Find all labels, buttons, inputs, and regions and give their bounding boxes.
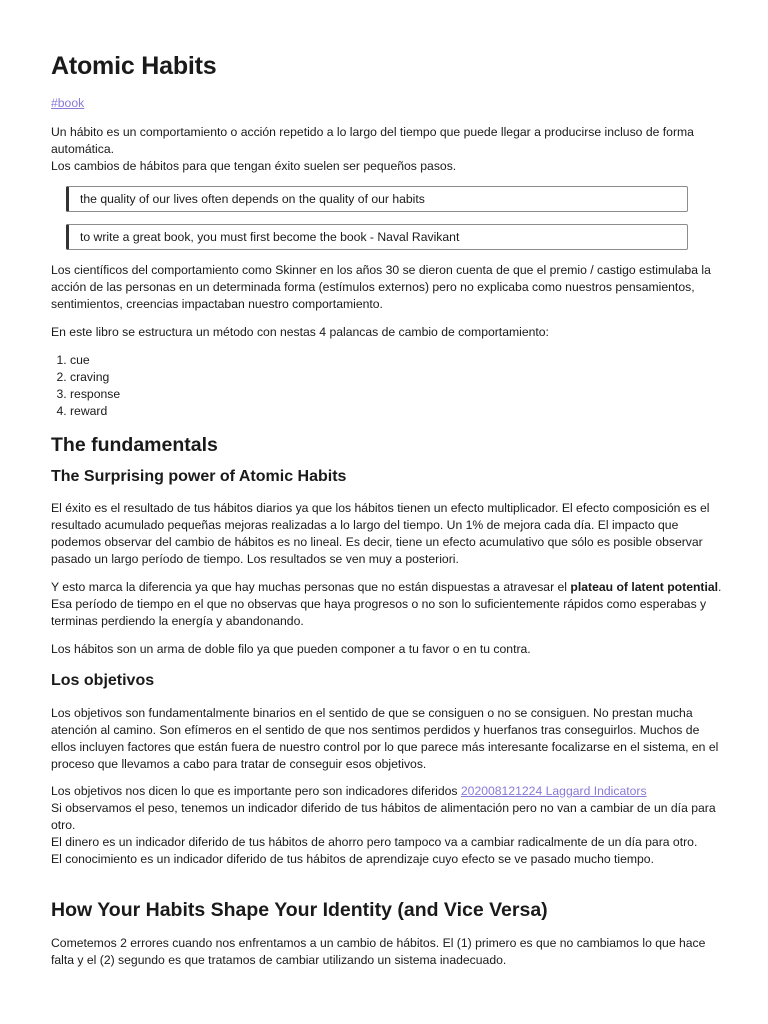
plateau-text-after: . Esa período de tiempo en el que no observas que haya progresos o no son lo suficientemente rápidos como esperabas y terminas perdiendo la energía y abandonando.	[51, 580, 722, 628]
heading-objetivos: Los objetivos	[51, 672, 155, 689]
paragraph-objetivos: Los objetivos son fundamentalmente binarios en el sentido de que se consiguen o no se consiguen. No prestan mucha atención al camino. Son efímeros en el sentido de que nos sentimos perdidos y huerfanos tras conseguirlos. Muchos de ellos incluyen factores que están fuera de nuestro control por lo que parece más interesante focalizarse en el sistema, en el proceso que llevamos a cabo para tratar de conseguir esos objetivos.	[51, 706, 719, 771]
laggard-indicators-link[interactable]: 202008121224 Laggard Indicators	[460, 784, 647, 798]
intro-line-1: Un hábito es un comportamiento o acción repetido a lo largo del tiempo que puede llegar a producirse incluso de forma automática.	[51, 125, 694, 156]
list-item: 4. reward	[70, 403, 370, 420]
plateau-bold-term: plateau of latent potential	[570, 580, 719, 594]
intro-line-2: Los cambios de hábitos para que tengan éxito suelen ser pequeños pasos.	[51, 159, 457, 173]
paragraph-plateau	[51, 579, 723, 630]
paragraph-filo: Los hábitos son un arma de doble filo ya que pueden componer a tu favor o en tu contra.	[51, 642, 531, 656]
heading-fundamentals: The fundamentals	[51, 434, 218, 456]
list-item: 1. cue	[70, 352, 370, 369]
indicadores-text: Los objetivos nos dicen lo que es importante pero son indicadores diferidos	[51, 784, 461, 798]
paragraph-indicadores	[51, 783, 723, 868]
paragraph-exito: El éxito es el resultado de tus hábitos diarios ya que los hábitos tienen un efecto multiplicador. El efecto composición es el resultado acumulado pequeñas mejoras realizadas a lo largo del tiempo. Un 1% de mejora cada día. El impacto que podemos observar del cambio de hábitos es no lineal. Es decir, tiene un efecto acumulativo que sólo es posible observar pasado un largo período de tiempo. Los resultados se ven muy a posteriori.	[51, 501, 710, 566]
heading-identity: How Your Habits Shape Your Identity (and Vice Versa)	[51, 899, 548, 921]
intro-paragraph	[51, 124, 723, 175]
blockquote-2: to write a great book, you must first become the book - Naval Ravikant	[66, 224, 688, 250]
plateau-text-before: Y esto marca la diferencia ya que hay muchas personas que no están dispuestas a atravesar el	[51, 580, 571, 594]
paragraph-method: En este libro se estructura un método con nestas 4 palancas de cambio de comportamiento:	[51, 325, 549, 339]
list-item: 2. craving	[70, 369, 370, 386]
indicadores-dinero: El dinero es un indicador diferido de tus hábitos de ahorro pero tampoco va a cambiar radicalmente de un día para otro.	[51, 835, 698, 849]
page-title: Atomic Habits	[51, 52, 217, 80]
list-item: 3. response	[70, 386, 370, 403]
indicadores-conocimiento: El conocimiento es un indicador diferido de tus hábitos de aprendizaje cuyo efecto se ve pasado mucho tiempo.	[51, 852, 654, 866]
paragraph-skinner: Los científicos del comportamiento como Skinner en los años 30 se dieron cuenta de que el premio / castigo estimulaba la acción de las personas en un determinada forma (estímulos externos) pero no explicaba como nuestros pensamientos, sentimientos, creencias impactaban nuestro comportamiento.	[51, 263, 711, 311]
paragraph-errores: Cometemos 2 errores cuando nos enfrentamos a un cambio de hábitos. El (1) primero es que no cambiamos lo que hace falta y el (2) segundo es que tratamos de cambiar utilizando un sistema inadecuado.	[51, 936, 706, 967]
indicadores-peso: Si observamos el peso, tenemos un indicador diferido de tus hábitos de alimentación pero no van a cambiar de un día para otro.	[51, 801, 716, 832]
blockquote-1: the quality of our lives often depends on the quality of our habits	[66, 186, 688, 212]
tag-link[interactable]: #book	[51, 96, 85, 110]
heading-surprising-power: The Surprising power of Atomic Habits	[51, 468, 347, 485]
steps-list	[51, 352, 370, 420]
